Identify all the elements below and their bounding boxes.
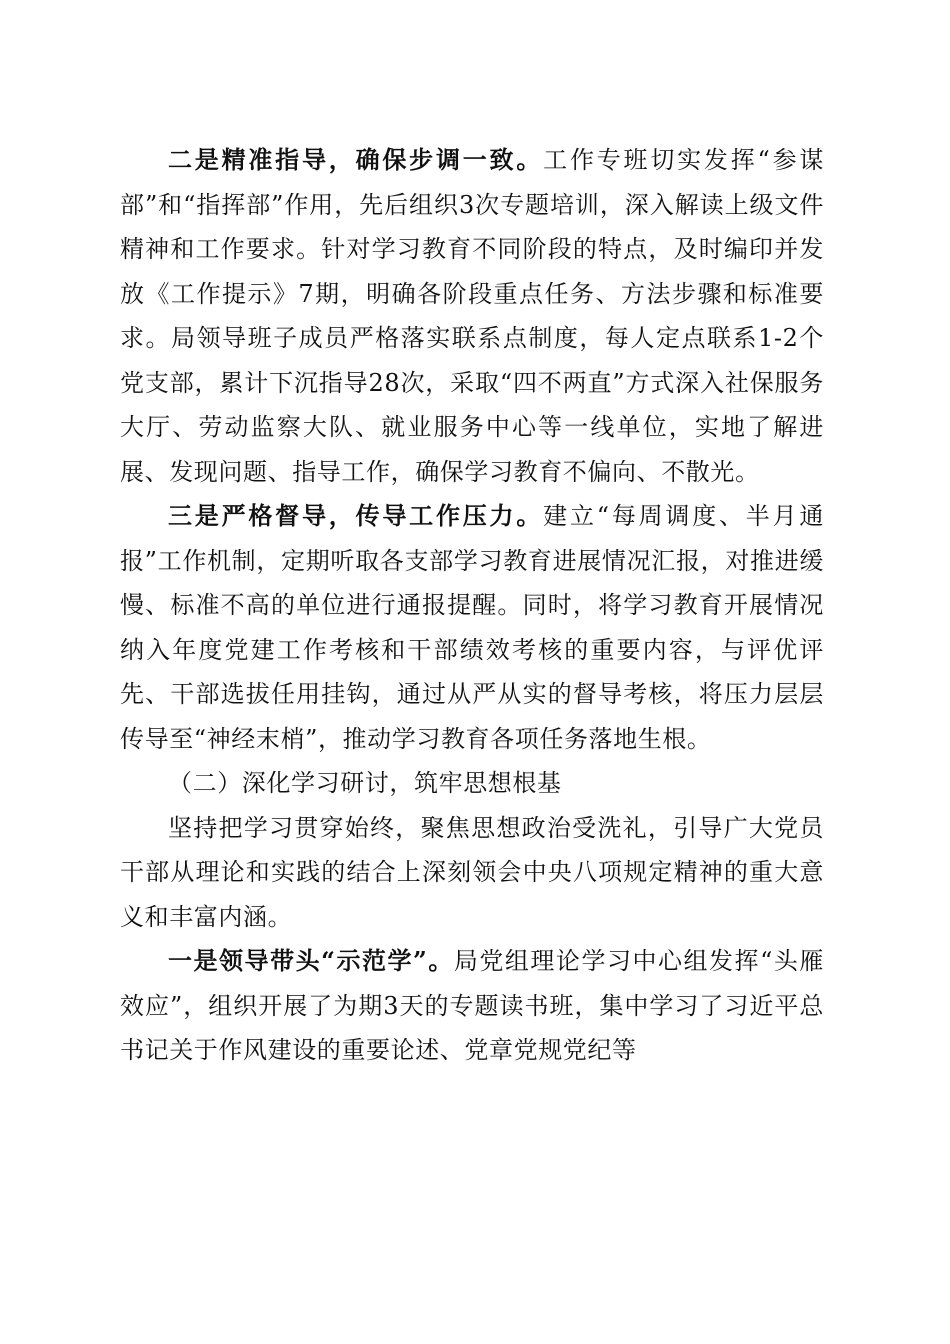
paragraph-lead: 三是严格督导，传导工作压力。 [168, 501, 544, 530]
paragraph-text: 局党组理论学习中心组发挥“头雁效应”，组织开展了为期3天的专题读书班，集中学习了习近平总书记关于作风建设的重要论述、党章党规党纪等 [120, 947, 824, 1064]
paragraph-strict-supervision [120, 494, 824, 761]
section-heading: （二）深化学习研讨，筑牢思想根基 [168, 769, 562, 797]
paragraph-leaders-example [120, 939, 824, 1073]
section-intro: 坚持把学习贯穿始终，聚焦思想政治受洗礼，引导广大党员干部从理论和实践的结合上深刻领会中央八项规定精神的重大意义和丰富内涵。 [120, 813, 824, 931]
document-body [120, 138, 824, 1073]
paragraph-lead: 二是精准指导，确保步调一致。 [168, 145, 544, 174]
paragraph-text: 建立“每周调度、半月通报”工作机制，定期听取各支部学习教育进展情况汇报，对推进缓慢、标准不高的单位进行通报提醒。同时，将学习教育开展情况纳入年度党建工作考核和干部绩效考核的重要内容，与评优评先、干部选拔任用挂钩，通过从严从实的督导考核，将压力层层传导至“神经末梢”，推动学习教育各项任务落地生根。 [120, 502, 824, 753]
paragraph-precise-guidance [120, 138, 824, 494]
paragraph-lead: 一是领导带头“示范学”。 [168, 946, 454, 975]
paragraph-text: 工作专班切实发挥“参谋部”和“指挥部”作用，先后组织3次专题培训，深入解读上级文件精神和工作要求。针对学习教育不同阶段的特点，及时编印并发放《工作提示》7期，明确各阶段重点任务、方法步骤和标准要求。局领导班子成员严格落实联系点制度，每人定点联系1-2个党支部，累计下沉指导28次，采取“四不两直”方式深入社保服务大厅、劳动监察大队、就业服务中心等一线单位，实地了解进展、发现问题、指导工作，确保学习教育不偏向、不散光。 [120, 146, 824, 486]
